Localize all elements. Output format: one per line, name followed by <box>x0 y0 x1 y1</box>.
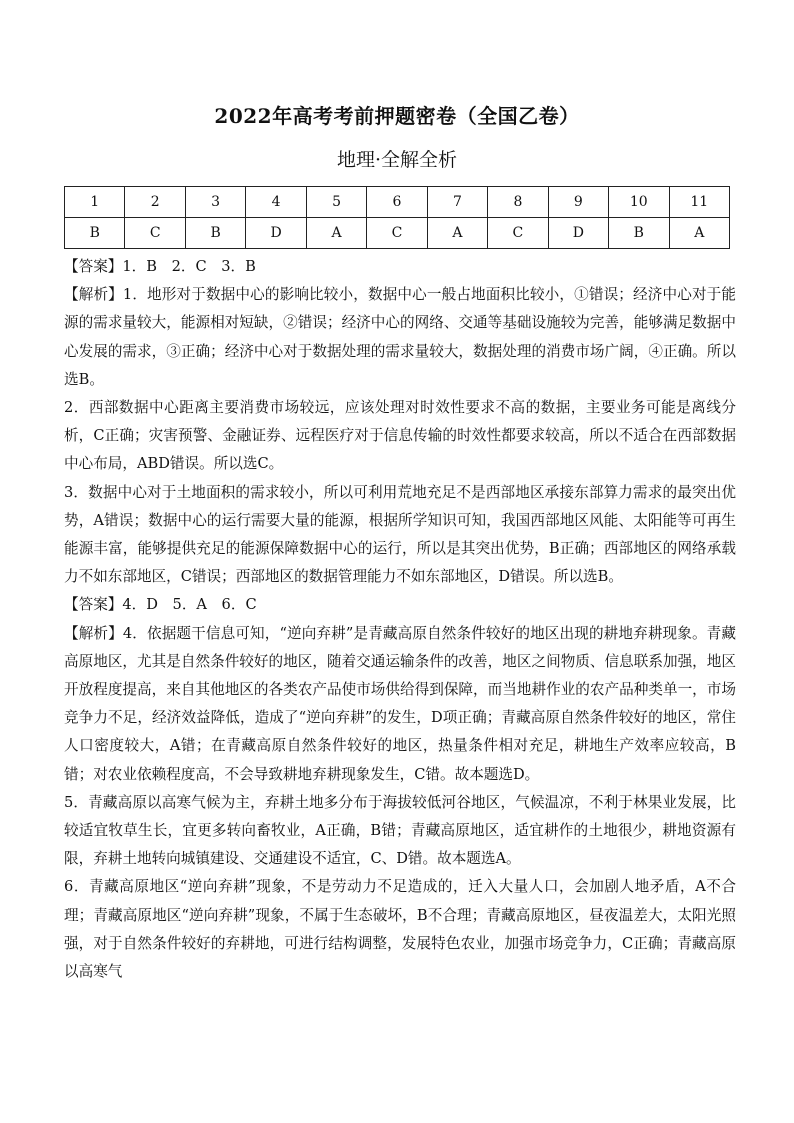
answer-cell: A <box>669 218 729 249</box>
explanation-paragraph: 2．西部数据中心距离主要消费市场较远，应该处理对时效性要求不高的数据，主要业务可能是离线分析，C正确；灾害预警、金融证券、远程医疗对于信息传输的时效性都要求较高，所以不适合在西部数据中心布局，ABD错误。所以选C。 <box>64 399 736 473</box>
question-number-cell: 8 <box>488 187 548 218</box>
question-number-cell: 4 <box>246 187 306 218</box>
question-number-cell: 1 <box>65 187 125 218</box>
question-number-cell: 2 <box>125 187 185 218</box>
answer-line: 【答案】1．B 2．C 3．B <box>64 258 256 275</box>
answer-cell: B <box>609 218 669 249</box>
question-number-cell: 9 <box>548 187 608 218</box>
explanation-paragraph: 【解析】4．依据题干信息可知，“逆向弃耕”是青藏高原自然条件较好的地区出现的耕地弃耕现象。青藏高原地区，尤其是自然条件较好的地区，随着交通运输条件的改善，地区之间物质、信息联系加强，地区开放程度提高，来自其他地区的各类农产品使市场供给得到保障，而当地耕作业的农产品种类单一，市场竞争力不足，经济效益降低，造成了“逆向弃耕”的发生，D项正确；青藏高原自然条件较好的地区，常住人口密度较大，A错；在青藏高原自然条件较好的地区，热量条件相对充足，耕地生产效率应较高，B错；对农业依赖程度高，不会导致耕地弃耕现象发生，C错。故本题选D。 <box>64 624 736 783</box>
explanation-paragraph: 6．青藏高原地区“逆向弃耕”现象，不是劳动力不足造成的，迁入大量人口，会加剧人地矛盾，A不合理；青藏高原地区“逆向弃耕”现象，不属于生态破坏，B不合理；青藏高原地区，昼夜温差大，太阳光照强，对于自然条件较好的弃耕地，可进行结构调整，发展特色农业，加强市场竞争力，C正确；青藏高原以高寒气 <box>64 878 736 981</box>
answer-table-answer-row <box>65 218 730 249</box>
question-number-cell: 7 <box>427 187 487 218</box>
answer-cell: D <box>548 218 608 249</box>
answer-cell: A <box>306 218 366 249</box>
question-number-cell: 5 <box>306 187 366 218</box>
answer-cell: D <box>246 218 306 249</box>
page-title: 2022年高考考前押题密卷（全国乙卷） <box>214 104 580 128</box>
question-number-cell: 10 <box>609 187 669 218</box>
question-number-cell: 3 <box>185 187 245 218</box>
answer-cell: A <box>427 218 487 249</box>
question-number-cell: 11 <box>669 187 729 218</box>
answer-cell: C <box>367 218 427 249</box>
question-number-cell: 6 <box>367 187 427 218</box>
page-subtitle: 地理·全解全析 <box>336 149 458 171</box>
explanation-paragraph: 3．数据中心对于土地面积的需求较小，所以可利用荒地充足不是西部地区承接东部算力需求的最突出优势，A错误；数据中心的运行需要大量的能源，根据所学知识可知，我国西部地区风能、太阳能等可再生能源丰富，能够提供充足的能源保障数据中心的运行，所以是其突出优势，B正确；西部地区的网络承载力不如东部地区，C错误；西部地区的数据管理能力不如东部地区，D错误。所以选B。 <box>64 483 736 586</box>
answer-cell: C <box>488 218 548 249</box>
answer-cell: B <box>65 218 125 249</box>
answer-table-number-row <box>65 187 730 218</box>
explanation-body <box>64 253 736 986</box>
answer-line: 【答案】4．D 5．A 6．C <box>64 596 257 614</box>
answer-cell: C <box>125 218 185 249</box>
answer-table <box>64 186 730 249</box>
explanation-paragraph: 5．青藏高原以高寒气候为主，弃耕土地多分布于海拔较低河谷地区，气候温凉，不利于林果业发展，比较适宜牧草生长，宜更多转向畜牧业，A正确，B错；青藏高原地区，适宜耕作的土地很少，耕地资源有限，弃耕土地转向城镇建设、交通建设不适宜，C、D错。故本题选A。 <box>64 793 736 868</box>
answer-cell: B <box>185 218 245 249</box>
explanation-paragraph: 【解析】1．地形对于数据中心的影响比较小，数据中心一般占地面积比较小，①错误；经济中心对于能源的需求量较大，能源相对短缺，②错误；经济中心的网络、交通等基础设施较为完善，能够满足数据中心发展的需求，③正确；经济中心对于数据处理的需求量较大，数据处理的消费市场广阔，④正确。所以选B。 <box>64 286 736 388</box>
